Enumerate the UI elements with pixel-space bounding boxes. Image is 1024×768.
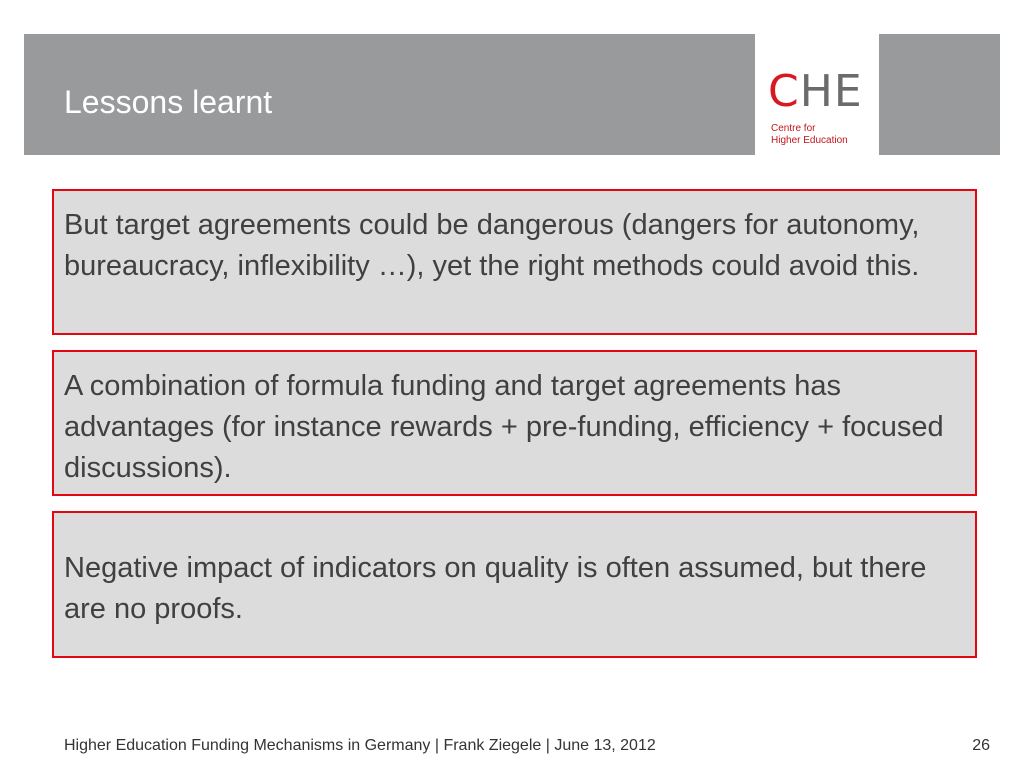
lesson-box-3 xyxy=(52,511,977,658)
logo-subtitle-line1: Centre for xyxy=(771,123,816,134)
logo-wordmark xyxy=(768,66,863,117)
logo-subtitle-line2: Higher Education xyxy=(771,135,848,146)
logo-letters-he: HE xyxy=(799,66,863,117)
lesson-box-2 xyxy=(52,350,977,496)
page-title: Lessons learnt xyxy=(64,84,273,120)
lesson-text-3: Negative impact of indicators on quality is often assumed, but there are no proofs. xyxy=(64,552,927,625)
page-number: 26 xyxy=(972,737,990,754)
lesson-text-1: But target agreements could be dangerous (dangers for autonomy, bureaucracy, inflexibility …), yet the right methods could avoid this. xyxy=(64,209,920,282)
header-right-block xyxy=(879,34,1000,155)
lesson-box-1 xyxy=(52,189,977,335)
lesson-text-2: A combination of formula funding and target agreements has advantages (for instance rewards + pre-funding, efficiency + focused discussions). xyxy=(64,370,944,484)
logo-subtitle xyxy=(771,123,848,147)
footer-caption: Higher Education Funding Mechanisms in Germany | Frank Ziegele | June 13, 2012 xyxy=(64,737,656,754)
che-logo xyxy=(755,34,879,155)
title-bar xyxy=(24,34,755,155)
logo-letter-c: C xyxy=(768,66,800,117)
